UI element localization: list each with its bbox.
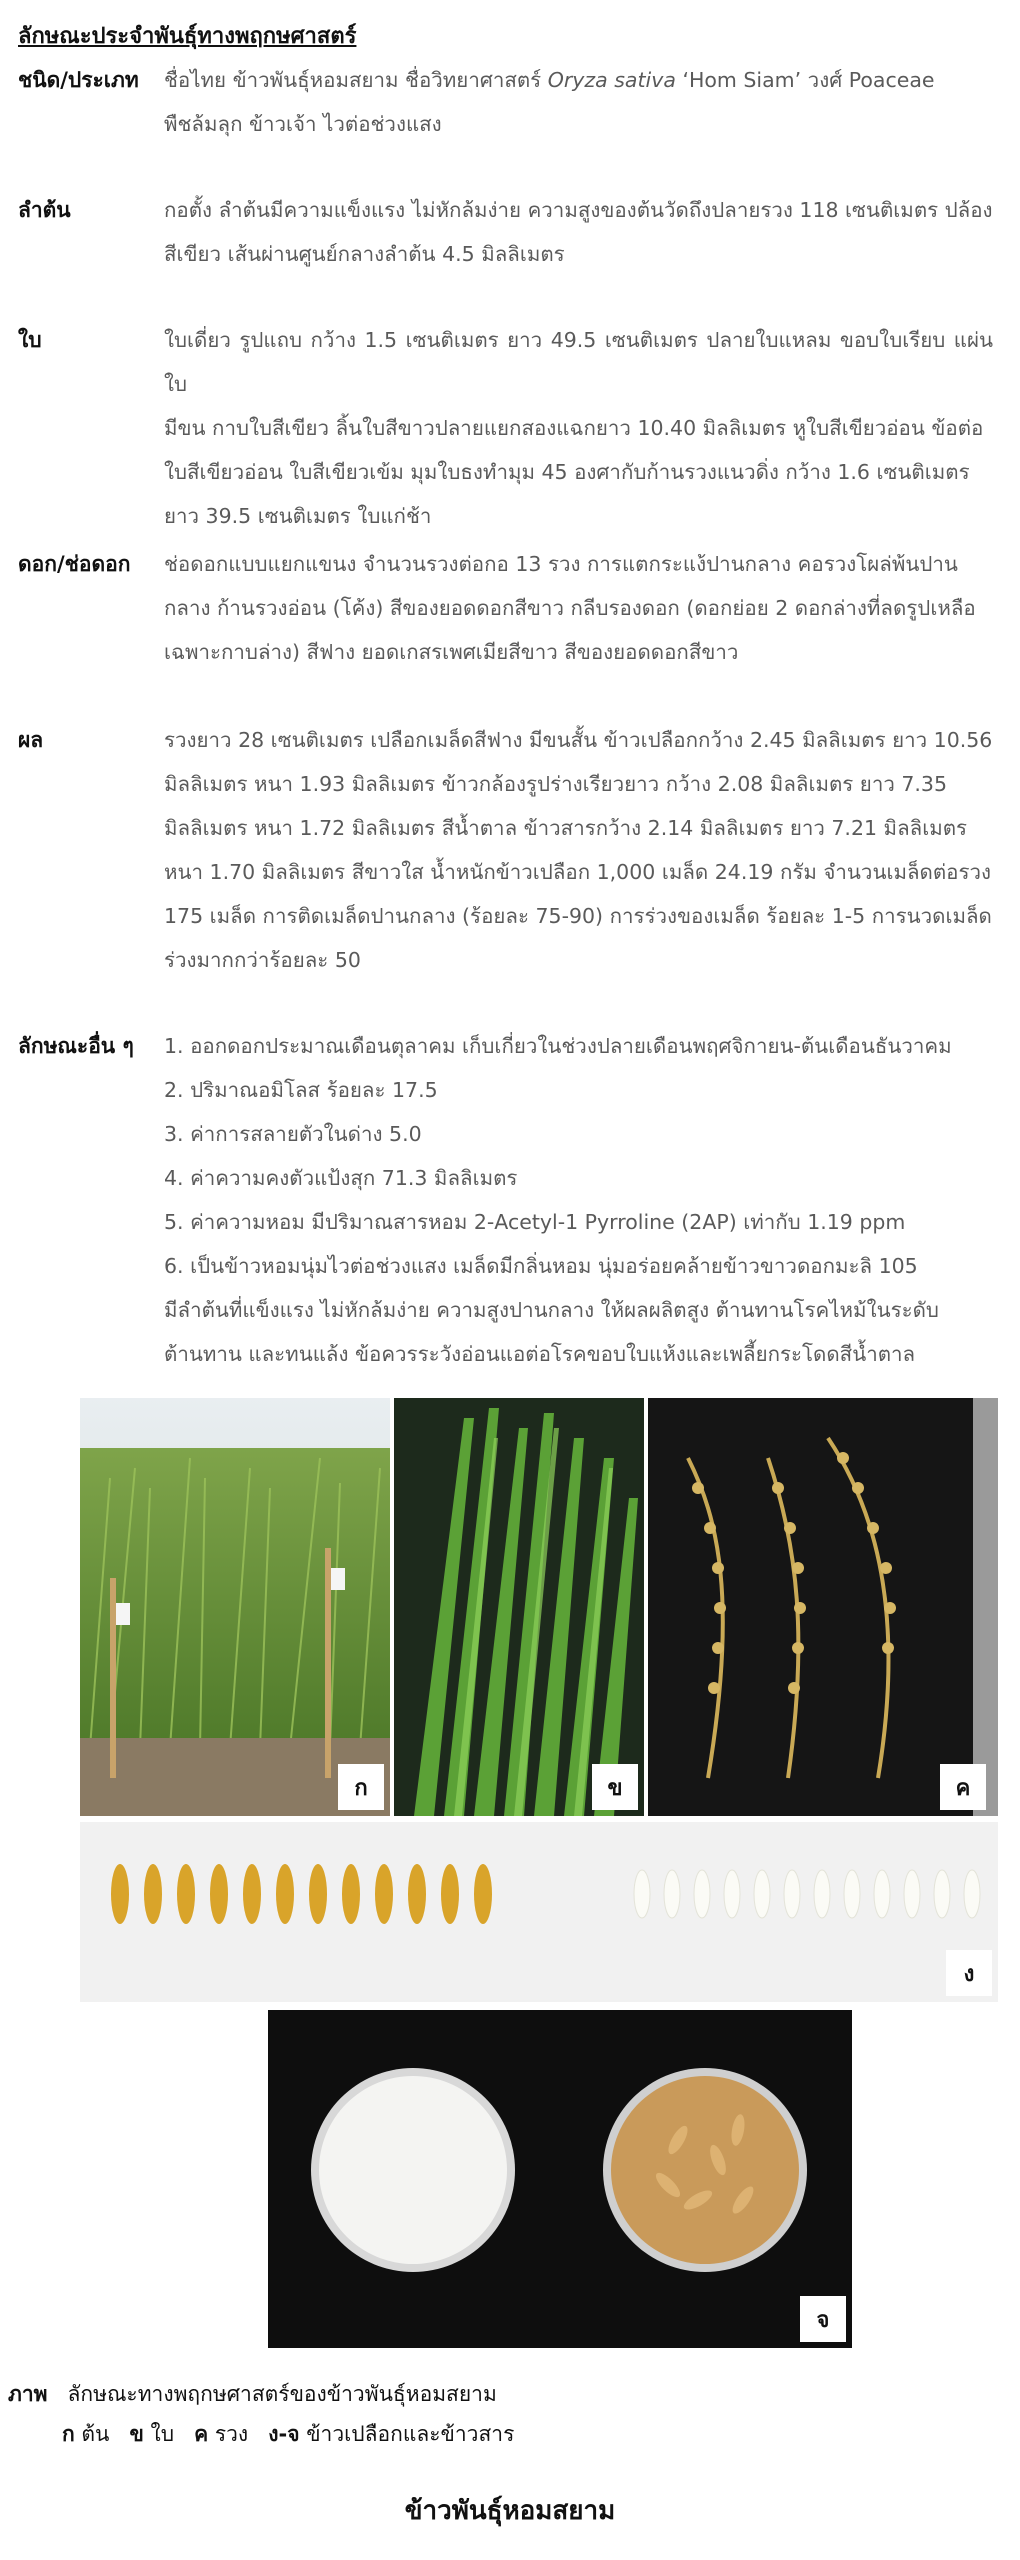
text-line: ช่อดอกแบบแยกแขนง จำนวนรวงต่อกอ 13 รวง การแตกระแง้ปานกลาง คอรวงโผล่พ้นปาน [164, 552, 958, 576]
caption-prefix: ภาพ [8, 2382, 48, 2406]
section-flower [18, 542, 993, 674]
caption-key: ข [129, 2422, 144, 2446]
footer-title: ข้าวพันธุ์หอมสยาม [404, 2496, 616, 2526]
section-body [164, 188, 993, 276]
section-leaf [18, 318, 993, 538]
figure-caption-line1 [8, 2378, 497, 2411]
text-line: กอตั้ง ลำต้นมีความแข็งแรง ไม่หักล้มง่าย ความสูงของต้นวัดถึงปลายรวง 118 เซนติเมตร ปล้อง [164, 198, 993, 222]
section-label: ใบ [18, 328, 42, 352]
list-item: 4. ค่าความคงตัวแป้งสุก 71.3 มิลลิเมตร [164, 1166, 518, 1190]
list-item: มีลำต้นที่แข็งแรง ไม่หักล้มง่าย ความสูงปานกลาง ให้ผลผลิตสูง ต้านทานโรคไหม้ในระดับ [164, 1298, 939, 1322]
section-label: ชนิด/ประเภท [18, 68, 139, 92]
caption-value: ต้น [81, 2422, 110, 2446]
photo-leaf [394, 1398, 644, 1816]
section-stem [18, 188, 993, 276]
section-label: ดอก/ช่อดอก [18, 552, 131, 576]
text-line: พืชล้มลุก ข้าวเจ้า ไวต่อช่วงแสง [164, 112, 442, 136]
figure-caption-line2 [62, 2418, 514, 2451]
section-body [164, 318, 993, 538]
caption-value: ข้าวเปลือกและข้าวสาร [306, 2422, 515, 2446]
text-line: ยาว 39.5 เซนติเมตร ใบแก่ช้า [164, 504, 432, 528]
section-type [18, 58, 993, 146]
section-fruit [18, 718, 993, 982]
photo-tag: ก [338, 1764, 384, 1810]
text-line: มิลลิเมตร หนา 1.93 มิลลิเมตร ข้าวกล้องรูปร่างเรียวยาว กว้าง 2.08 มิลลิเมตร ยาว 7.35 [164, 772, 948, 796]
section-label: ลักษณะอื่น ๆ [18, 1034, 134, 1058]
photo-dishes [268, 2010, 852, 2348]
list-item: ต้านทาน และทนแล้ง ข้อควรระวังอ่อนแอต่อโรคขอบใบแห้งและเพลี้ยกระโดดสีน้ำตาล [164, 1342, 916, 1366]
page-heading: ลักษณะประจำพันธุ์ทางพฤกษศาสตร์ [18, 24, 357, 49]
caption-key: ก [62, 2422, 75, 2446]
section-body [164, 58, 993, 146]
plant-photo-image [80, 1398, 390, 1816]
section-body [164, 718, 993, 982]
text-line: 175 เมล็ด การติดเมล็ดปานกลาง (ร้อยละ 75-90) การร่วงของเมล็ด ร้อยละ 1-5 การนวดเมล็ด [164, 904, 992, 928]
photo-tag: ค [940, 1764, 986, 1810]
list-item: 6. เป็นข้าวหอมนุ่มไวต่อช่วงแสง เมล็ดมีกลิ่นหอม นุ่มอร่อยคล้ายข้าวขาวดอกมะลิ 105 [164, 1254, 918, 1278]
list-item: 3. ค่าการสลายตัวในด่าง 5.0 [164, 1122, 422, 1146]
dishes-photo-image [268, 2010, 852, 2348]
photo-tag: จ [800, 2296, 846, 2342]
grains-photo-image [80, 1822, 998, 2002]
caption-key: ง-จ [268, 2422, 300, 2446]
caption-value: รวง [214, 2422, 249, 2446]
text-line: รวงยาว 28 เซนติเมตร เปลือกเมล็ดสีฟาง มีขนสั้น ข้าวเปลือกกว้าง 2.45 มิลลิเมตร ยาว 10.56 [164, 728, 993, 752]
caption-text: ลักษณะทางพฤกษศาสตร์ของข้าวพันธุ์หอมสยาม [67, 2382, 497, 2406]
section-label: ผล [18, 728, 44, 752]
text-line: มีขน กาบใบสีเขียว ลิ้นใบสีขาวปลายแยกสองแฉกยาว 10.40 มิลลิเมตร หูใบสีเขียวอ่อน ข้อต่อ [164, 416, 984, 440]
photo-grains [80, 1822, 998, 2002]
caption-value: ใบ [150, 2422, 175, 2446]
text-line: เฉพาะกาบล่าง) สีฟาง ยอดเกสรเพศเมียสีขาว สีของยอดดอกสีขาว [164, 640, 739, 664]
section-label: ลำต้น [18, 198, 71, 222]
text-line: สีเขียว เส้นผ่านศูนย์กลางลำต้น 4.5 มิลลิเมตร [164, 242, 565, 266]
list-item: 1. ออกดอกประมาณเดือนตุลาคม เก็บเกี่ยวในช่วงปลายเดือนพฤศจิกายน-ต้นเดือนธันวาคม [164, 1034, 952, 1058]
photo-panicle [648, 1398, 998, 1816]
photo-tag: ง [946, 1950, 992, 1996]
list-item: 2. ปริมาณอมิโลส ร้อยละ 17.5 [164, 1078, 438, 1102]
text-line: ร่วงมากกว่าร้อยละ 50 [164, 948, 361, 972]
panicle-photo-image [648, 1398, 998, 1816]
text-line: กลาง ก้านรวงอ่อน (โค้ง) สีของยอดดอกสีขาว กลีบรองดอก (ดอกย่อย 2 ดอกล่างที่ลดรูปเหลือ [164, 596, 976, 620]
text-line: หนา 1.70 มิลลิเมตร สีขาวใส น้ำหนักข้าวเปลือก 1,000 เมล็ด 24.19 กรัม จำนวนเมล็ดต่อรวง [164, 860, 992, 884]
text-line: ใบเดี่ยว รูปแถบ กว้าง 1.5 เซนติเมตร ยาว 49.5 เซนติเมตร ปลายใบแหลม ขอบใบเรียบ แผ่นใบ [164, 328, 993, 396]
section-body [164, 542, 993, 674]
list-item: 5. ค่าความหอม มีปริมาณสารหอม 2-Acetyl-1 Pyrroline (2AP) เท่ากับ 1.19 ppm [164, 1210, 906, 1234]
section-body [164, 1024, 993, 1376]
photo-plant [80, 1398, 390, 1816]
photo-tag: ข [592, 1764, 638, 1810]
text-line: ชื่อไทย ข้าวพันธุ์หอมสยาม ชื่อวิทยาศาสตร์ Oryza sativa ‘Hom Siam’ วงศ์ Poaceae [164, 68, 935, 92]
leaf-photo-image [394, 1398, 644, 1816]
section-other [18, 1024, 993, 1376]
text-line: มิลลิเมตร หนา 1.72 มิลลิเมตร สีน้ำตาล ข้าวสารกว้าง 2.14 มิลลิเมตร ยาว 7.21 มิลลิเมตร [164, 816, 968, 840]
caption-key: ค [194, 2422, 209, 2446]
text-line: ใบสีเขียวอ่อน ใบสีเขียวเข้ม มุมใบธงทำมุม 45 องศากับก้านรวงแนวดิ่ง กว้าง 1.6 เซนติเมตร [164, 460, 970, 484]
